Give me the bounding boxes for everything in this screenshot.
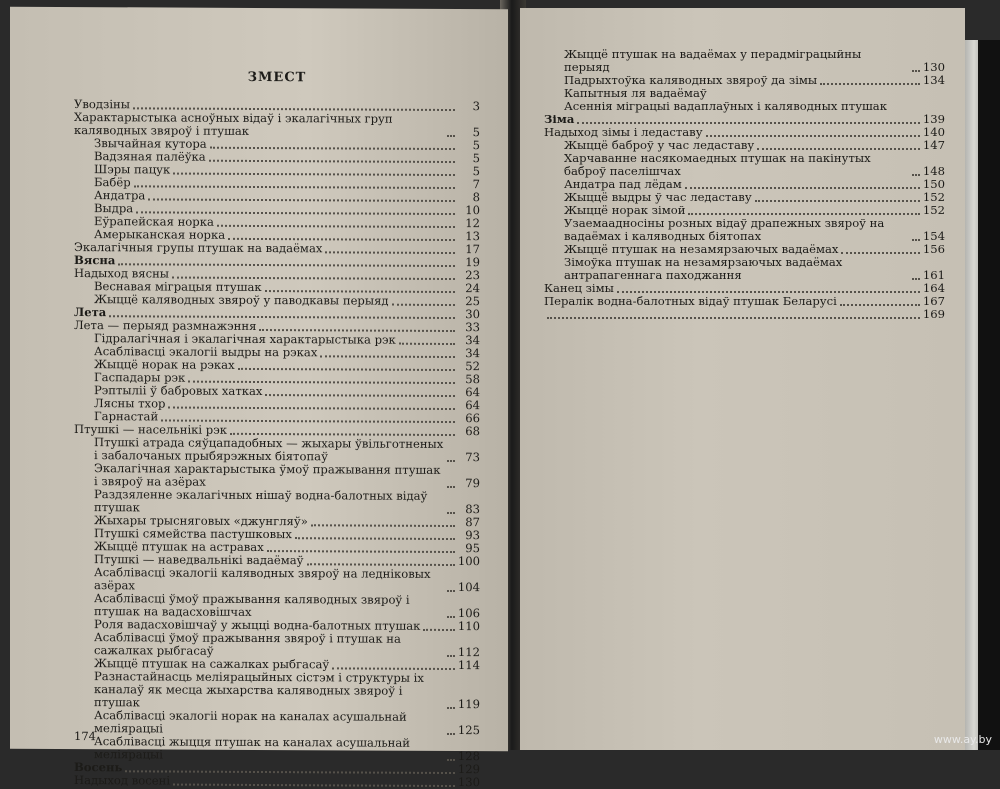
toc-entry: [74, 163, 480, 178]
toc-entry-page: 24: [465, 281, 480, 296]
dot-leader: [238, 367, 455, 371]
toc-entry-page: 8: [472, 190, 480, 205]
toc-entry-title: Жыццё норак на рэках: [94, 357, 235, 372]
toc-entry-page: 34: [465, 346, 480, 361]
dot-leader: [841, 251, 919, 254]
toc-entry: [74, 293, 480, 308]
toc-entry-page: 164: [922, 281, 945, 295]
toc-entry-title: Лета — перыяд размнажэння: [74, 318, 257, 333]
background-dark: [978, 40, 1000, 750]
toc-entry: [74, 462, 480, 490]
toc-entry-page: 161: [922, 268, 945, 282]
toc-entry-title: Бабёр: [94, 175, 131, 190]
toc-entry-title: Вадзяная палёўка: [94, 149, 206, 164]
toc-entry-page: 64: [465, 398, 480, 413]
toc-entry-title: Асаблівасці экалогіі норак на каналах асушальнай меліярацыі: [94, 708, 407, 736]
dot-leader: [320, 354, 455, 358]
toc-entry-title: Еўрапейская норка: [94, 214, 214, 229]
dot-leader: [706, 134, 920, 137]
toc-entry-page: 33: [465, 320, 480, 335]
dot-leader: [148, 197, 455, 202]
toc-entry: [74, 670, 480, 711]
toc-entry-title: Асаблівасці ўмоў пражывання звяроў і птушак на сажалках рыбгасаў: [94, 630, 401, 658]
toc-entry-title: Экалагічная характарыстыка ўмоў пражывання птушак і звяроў на азёрах: [94, 461, 441, 489]
left-page: [10, 7, 508, 789]
toc-entry-title: Жыццё птушак на незамярзаючых вадаёмах: [564, 242, 839, 256]
toc-entry-page: 83: [465, 502, 480, 517]
toc-entry-page: 79: [465, 476, 480, 491]
toc-entry: [544, 100, 945, 113]
toc-entry-page: 34: [465, 333, 480, 348]
toc-entry-page: 148: [922, 164, 945, 178]
toc-entry-page: 152: [922, 203, 945, 217]
toc-entry-page: 140: [922, 125, 945, 139]
toc-entry-page: 147: [922, 138, 945, 152]
toc-entry-title: Веснавая міграцыя птушак: [94, 279, 262, 295]
toc-entry-page: 156: [922, 242, 945, 256]
toc-entry-page: 23: [465, 268, 480, 283]
toc-entry: [74, 774, 480, 789]
dot-leader: [912, 69, 920, 72]
toc-entry-title: Шэры пацук: [94, 162, 171, 177]
toc-entry-page: 106: [457, 606, 480, 621]
dot-leader: [685, 186, 920, 189]
dot-leader: [757, 147, 920, 150]
toc-entry: [544, 308, 945, 321]
toc-entry-page: 5: [472, 138, 480, 153]
toc-entry: [74, 709, 480, 737]
dot-leader: [755, 199, 920, 202]
toc-entry: [74, 735, 480, 763]
toc-entry-title: Рэптыліі ў бабровых хатках: [94, 383, 263, 399]
toc-entry: [74, 189, 480, 204]
page-number: 174: [74, 729, 96, 744]
toc-entry-title: Птушкі — насельнікі рэк: [74, 422, 227, 437]
dot-leader: [840, 303, 920, 306]
toc-entry-page: 87: [465, 515, 480, 530]
toc-entry: [74, 592, 480, 620]
toc-entry-page: 128: [457, 749, 480, 764]
toc-entry-title: Уводзіны: [74, 97, 131, 112]
dot-leader: [173, 172, 455, 176]
toc-entry-title: Жыццё выдры ў час ледаставу: [564, 190, 752, 204]
dot-leader: [209, 159, 455, 163]
toc-entry-title: Птушкі — наведвальнікі вадаёмаў: [94, 552, 304, 568]
toc-entry-page: 110: [457, 619, 480, 634]
dot-leader: [912, 173, 920, 176]
toc-entry-page: 25: [465, 294, 480, 309]
toc-entry-title: Жыццё птушак на вадаёмах у перадміграцыйны перыяд: [564, 47, 862, 74]
toc-entry-title: Асаблівасці экалогіі каляводных звяроў на ледніковых азёрах: [94, 565, 431, 593]
dot-leader: [912, 238, 920, 241]
toc-entry: [544, 217, 945, 243]
toc-entry-page: 134: [922, 73, 945, 87]
dot-leader: [392, 303, 455, 306]
toc-entry-title: Жыхары трысняговых «джунгляў»: [94, 513, 308, 529]
toc-entry-title: Жыццё баброў у час ледаставу: [564, 138, 755, 152]
toc-entry-page: 104: [457, 580, 480, 595]
toc-entry-page: 130: [922, 60, 945, 74]
toc-entry-page: 130: [457, 775, 480, 789]
toc-entry: [544, 256, 945, 282]
toc-entry-title: Жыццё птушак на сажалках рыбгасаў: [94, 656, 330, 672]
dot-leader: [447, 706, 455, 709]
dot-leader: [134, 184, 455, 189]
toc-entry-page: 19: [465, 255, 480, 270]
toc-entry: [544, 295, 945, 308]
dot-leader: [168, 406, 455, 411]
toc-entry: [544, 48, 945, 74]
toc-entry-page: 152: [922, 190, 945, 204]
toc-entry-title: Жыццё норак зімой: [564, 203, 686, 217]
toc-entry-title: Пералік водна-балотных відаў птушак Беларусі: [544, 294, 837, 308]
toc-entry-page: 30: [465, 307, 480, 322]
toc-entry-title: Гідралагічная і экалагічная характарыстыка рэк: [94, 331, 396, 347]
toc-entry: [74, 436, 480, 464]
dot-leader: [547, 316, 920, 319]
dot-leader: [332, 666, 455, 670]
dot-leader: [617, 290, 920, 293]
toc-entry-page: 12: [465, 216, 480, 231]
dot-leader: [447, 615, 455, 618]
toc-entry-title: Восень: [74, 760, 123, 775]
toc-entry-page: 7: [472, 177, 480, 192]
toc-entry-title: Харчаванне насякомаедных птушак на пакінутых баброў паселішчах: [564, 151, 871, 178]
toc-entry-title: Асаблівасці ўмоў пражывання каляводных звяроў і птушак на вадасховішчах: [94, 591, 410, 619]
toc-entry-page: 129: [457, 762, 480, 777]
toc-entry-title: Асаблівасці экалогіі выдры на рэках: [94, 344, 318, 360]
toc-entry-page: 112: [457, 645, 480, 660]
toc-entry-title: Раздзяленне экалагічных нішаў водна-балотных відаў птушак: [94, 487, 428, 515]
toc-entry-page: 169: [922, 307, 945, 321]
toc-entry-title: Капытныя ля вадаёмаў: [564, 86, 707, 100]
watermark: www.ay.by: [933, 733, 992, 746]
toc-entry: [74, 241, 480, 256]
toc-entry-title: Характарыстыка асноўных відаў і экалагічных груп каляводных звяроў і птушак: [74, 110, 393, 138]
toc-entry-page: 100: [457, 554, 480, 569]
toc-entry-title: Вясна: [74, 253, 116, 268]
toc-entry-title: Птушкі сямейства пастушковых: [94, 526, 292, 542]
toc-entry-title: Надыход вясны: [74, 266, 170, 281]
toc-title: ЗМЕСТ: [247, 69, 307, 86]
toc-entry-title: Гаспадары рэк: [94, 370, 186, 385]
toc-entry-page: 5: [472, 151, 480, 166]
toc-entry-page: 66: [465, 411, 480, 426]
toc-entry-title: Выдра: [94, 201, 134, 216]
toc-entry-page: 64: [465, 385, 480, 400]
dot-leader: [217, 224, 455, 228]
toc-entry-title: Узаемаадносіны розных відаў драпежных звяроў на вадаёмах і каляводных біятопах: [564, 216, 885, 243]
toc-entry-page: 139: [922, 112, 945, 126]
toc-entry-page: 3: [472, 99, 480, 114]
toc-entry: [544, 152, 945, 178]
toc-entry-title: Жыццё каляводных звяроў у паводкавы перыяд: [94, 292, 389, 308]
toc-entry-title: Гарнастай: [94, 409, 159, 424]
toc-entry: [74, 488, 480, 516]
dot-leader: [265, 393, 455, 397]
toc-list-left: [74, 98, 480, 789]
toc-entry: [74, 631, 480, 659]
dot-leader: [423, 628, 454, 631]
toc-entry-page: 13: [465, 229, 480, 244]
toc-entry-page: 68: [465, 424, 480, 439]
toc-entry-title: Зімоўка птушак на незамярзаючых вадаёмах антрапагеннага паходжання: [564, 255, 843, 282]
toc-entry-page: 5: [472, 164, 480, 179]
toc-entry-title: Жыццё птушак на астравах: [94, 539, 264, 555]
dot-leader: [447, 758, 455, 761]
toc-entry-title: Канец зімы: [544, 281, 614, 295]
toc-entry: [74, 111, 480, 139]
toc-entry-page: 93: [465, 528, 480, 543]
toc-entry-title: Лясны тхор: [94, 396, 166, 411]
toc-entry-title: Звычайная кутора: [94, 136, 207, 151]
toc-entry-page: 10: [465, 203, 480, 218]
dot-leader: [447, 589, 455, 592]
dot-leader: [399, 342, 455, 345]
toc-entry-page: 5: [472, 125, 480, 140]
dot-leader: [447, 654, 455, 657]
dot-leader: [447, 511, 455, 514]
toc-entry: [74, 566, 480, 594]
toc-entry-page: 58: [465, 372, 480, 387]
toc-entry-title: Асаблівасці жыцця птушак на каналах асушальнай меліярацыі: [94, 734, 410, 762]
toc-entry-page: 125: [457, 723, 480, 738]
dot-leader: [210, 146, 455, 150]
toc-entry-title: Андатра пад лёдам: [564, 177, 682, 191]
toc-entry-title: Лета: [74, 305, 107, 320]
dot-leader: [325, 250, 455, 254]
dot-leader: [912, 277, 920, 280]
toc-entry-title: Птушкі атрада сяўцападобных — жыхары ўвільготненых і забалочаных прыбярэжных біятопаў: [94, 435, 444, 464]
dot-leader: [447, 134, 455, 137]
toc-entry-title: Роля вадасховішчаў у жыцці водна-балотных птушак: [94, 617, 421, 633]
dot-leader: [447, 459, 455, 462]
dot-leader: [125, 769, 455, 774]
toc-entry-title: Амерыканская норка: [94, 227, 226, 242]
toc-entry-page: 73: [465, 450, 480, 465]
toc-entry-page: 119: [457, 697, 480, 712]
dot-leader: [173, 783, 455, 787]
toc-entry-title: Падрыхтоўка каляводных звяроў да зімы: [564, 73, 818, 87]
dot-leader: [447, 732, 455, 735]
toc-entry-page: 114: [457, 658, 480, 673]
toc-list-right: [544, 48, 945, 321]
toc-entry-page: 52: [465, 359, 480, 374]
right-page: [520, 8, 965, 750]
toc-entry-page: 167: [922, 294, 945, 308]
toc-entry-title: Асеннія міграцыі вадаплаўных і каляводных птушак: [564, 99, 887, 113]
toc-entry-title: Надыход восені: [74, 773, 171, 788]
toc-entry-page: 150: [922, 177, 945, 191]
dot-leader: [311, 523, 455, 527]
dot-leader: [447, 485, 455, 488]
toc-entry-title: Надыход зімы і ледаставу: [544, 125, 703, 139]
toc-entry-title: Зіма: [544, 112, 575, 126]
toc-entry-page: 95: [465, 541, 480, 556]
toc-entry-title: Разнастайнасць меліярацыйных сістэм і структуры іх каналаў як месца жыхарства каляводных звяроў і птушак: [94, 669, 424, 710]
toc-entry-page: 17: [465, 242, 480, 257]
dot-leader: [577, 121, 920, 124]
dot-leader: [295, 536, 455, 540]
dot-leader: [688, 212, 919, 215]
toc-entry-title: Экалагічныя групы птушак на вадаёмах: [74, 240, 323, 256]
toc-entry-page: 154: [922, 229, 945, 243]
dot-leader: [820, 82, 920, 85]
toc-entry-title: Андатра: [94, 188, 146, 203]
